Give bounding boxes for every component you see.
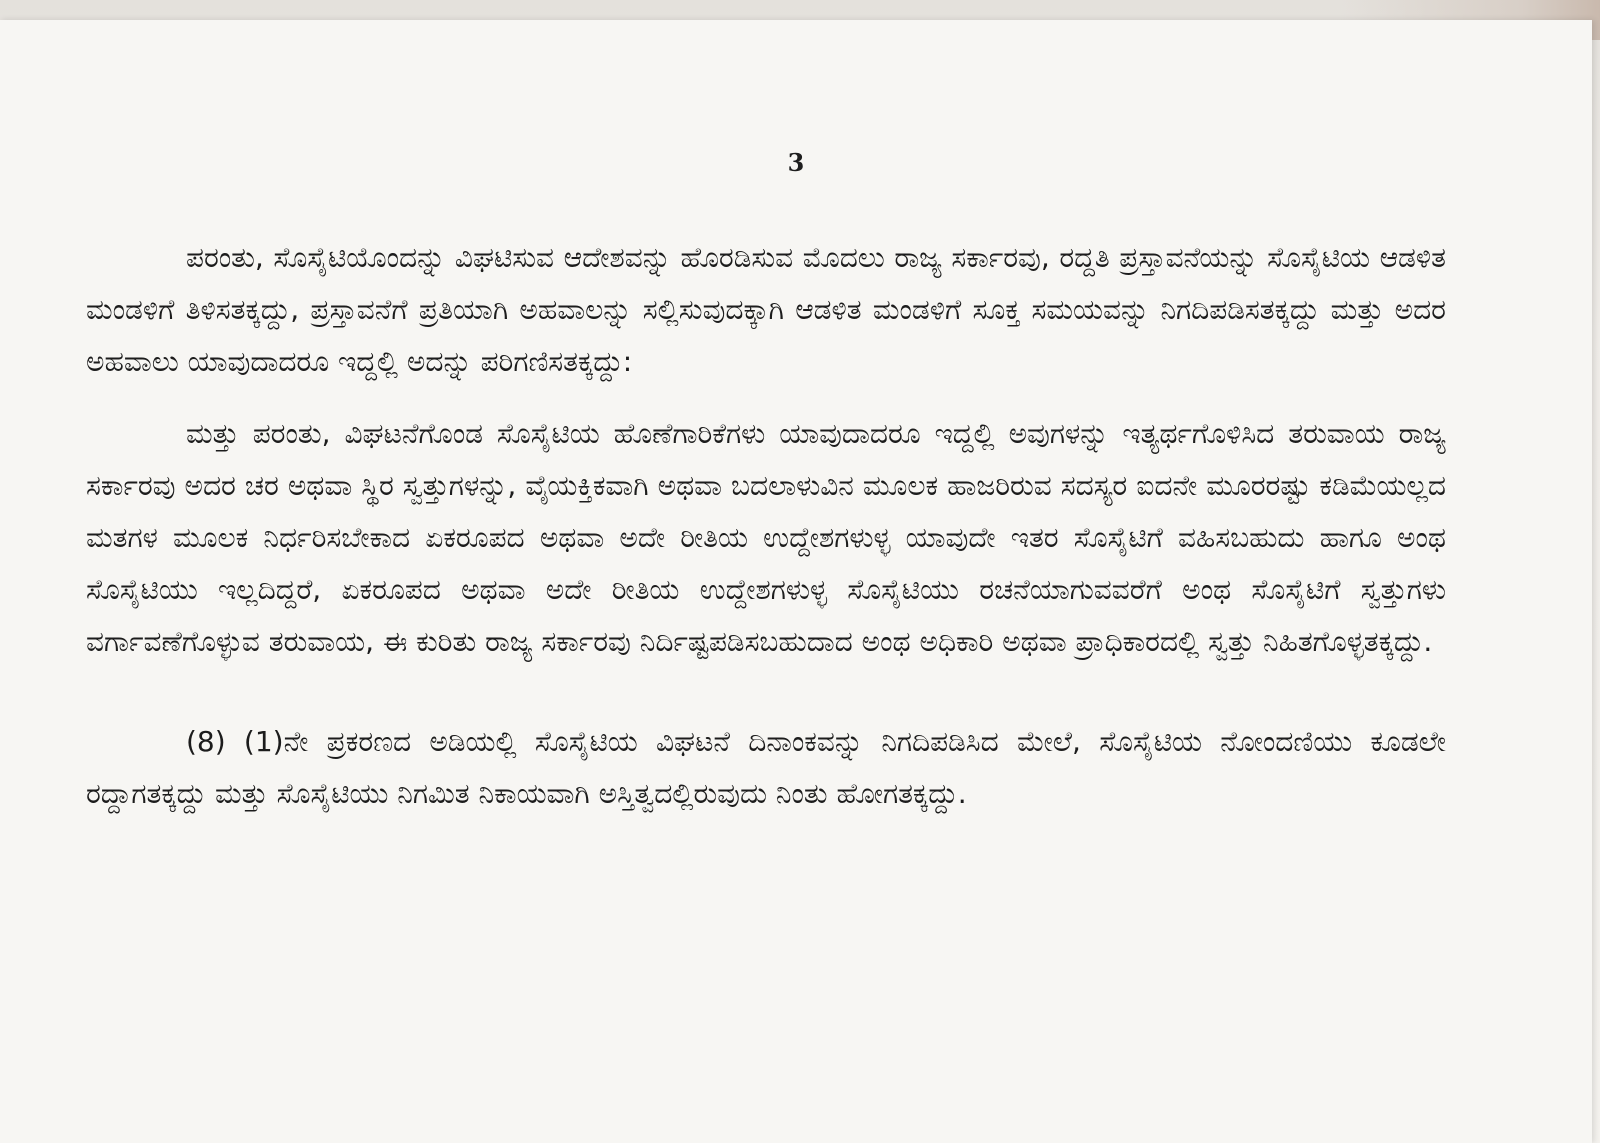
- document-page: [0, 20, 1592, 1143]
- page-number: 3: [787, 148, 805, 177]
- document-body: [86, 232, 1446, 820]
- paragraph-proviso-1: ಪರಂತು, ಸೊಸೈಟಿಯೊಂದನ್ನು ವಿಘಟಿಸುವ ಆದೇಶವನ್ನು ಹೊರಡಿಸುವ ಮೊದಲು ರಾಜ್ಯ ಸರ್ಕಾರವು, ರದ್ದತಿ ಪ್ರಸ್ತಾವನೆಯನ್ನು ಸೊಸೈಟಿಯ ಆಡಳಿತ ಮಂಡಳಿಗೆ ತಿಳಿಸತಕ್ಕದ್ದು, ಪ್ರಸ್ತಾವನೆಗೆ ಪ್ರತಿಯಾಗಿ ಅಹವಾಲನ್ನು ಸಲ್ಲಿಸುವುದಕ್ಕಾಗಿ ಆಡಳಿತ ಮಂಡಳಿಗೆ ಸೂಕ್ತ ಸಮಯವನ್ನು ನಿಗದಿಪಡಿಸತಕ್ಕದ್ದು ಮತ್ತು ಅದರ ಅಹವಾಲು ಯಾವುದಾದರೂ ಇದ್ದಲ್ಲಿ ಅದನ್ನು ಪರಿಗಣಿಸತಕ್ಕದ್ದು:: [86, 241, 1446, 378]
- paragraph-proviso-2: ಮತ್ತು ಪರಂತು, ವಿಘಟನೆಗೊಂಡ ಸೊಸೈಟಿಯ ಹೊಣೆಗಾರಿಕೆಗಳು ಯಾವುದಾದರೂ ಇದ್ದಲ್ಲಿ ಅವುಗಳನ್ನು ಇತ್ಯರ್ಥಗೊಳಿಸಿದ ತರುವಾಯ ರಾಜ್ಯ ಸರ್ಕಾರವು ಅದರ ಚರ ಅಥವಾ ಸ್ಥಿರ ಸ್ವತ್ತುಗಳನ್ನು, ವೈಯಕ್ತಿಕವಾಗಿ ಅಥವಾ ಬದಲಾಳುವಿನ ಮೂಲಕ ಹಾಜರಿರುವ ಸದಸ್ಯರ ಐದನೇ ಮೂರರಷ್ಟು ಕಡಿಮೆಯಲ್ಲದ ಮತಗಳ ಮೂಲಕ ನಿರ್ಧರಿಸಬೇಕಾದ ಏಕರೂಪದ ಅಥವಾ ಅದೇ ರೀತಿಯ ಉದ್ದೇಶಗಳುಳ್ಳ ಯಾವುದೇ ಇತರ ಸೊಸೈಟಿಗೆ ವಹಿಸಬಹುದು ಹಾಗೂ ಅಂಥ ಸೊಸೈಟಿಯು ಇಲ್ಲದಿದ್ದರೆ, ಏಕರೂಪದ ಅಥವಾ ಅದೇ ರೀತಿಯ ಉದ್ದೇಶಗಳುಳ್ಳ ಸೊಸೈಟಿಯು ರಚನೆಯಾಗುವವರೆಗೆ ಅಂಥ ಸೊಸೈಟಿಗೆ ಸ್ವತ್ತುಗಳು ವರ್ಗಾವಣೆಗೊಳ್ಳುವ ತರುವಾಯ, ಈ ಕುರಿತು ರಾಜ್ಯ ಸರ್ಕಾರವು ನಿರ್ದಿಷ್ಟಪಡಿಸಬಹುದಾದ ಅಂಥ ಅಧಿಕಾರಿ ಅಥವಾ ಪ್ರಾಧಿಕಾರದಲ್ಲಿ ಸ್ವತ್ತು ನಿಹಿತಗೊಳ್ಳತಕ್ಕದ್ದು.: [86, 417, 1446, 658]
- paragraph-clause-8: (8) (1)ನೇ ಪ್ರಕರಣದ ಅಡಿಯಲ್ಲಿ ಸೊಸೈಟಿಯ ವಿಘಟನೆ ದಿನಾಂಕವನ್ನು ನಿಗದಿಪಡಿಸಿದ ಮೇಲೆ, ಸೊಸೈಟಿಯ ನೋಂದಣಿಯು ಕೂಡಲೇ ರದ್ದಾಗತಕ್ಕದ್ದು ಮತ್ತು ಸೊಸೈಟಿಯು ನಿಗಮಿತ ನಿಕಾಯವಾಗಿ ಅಸ್ತಿತ್ವದಲ್ಲಿರುವುದು ನಿಂತು ಹೋಗತಕ್ಕದ್ದು.: [86, 725, 1446, 810]
